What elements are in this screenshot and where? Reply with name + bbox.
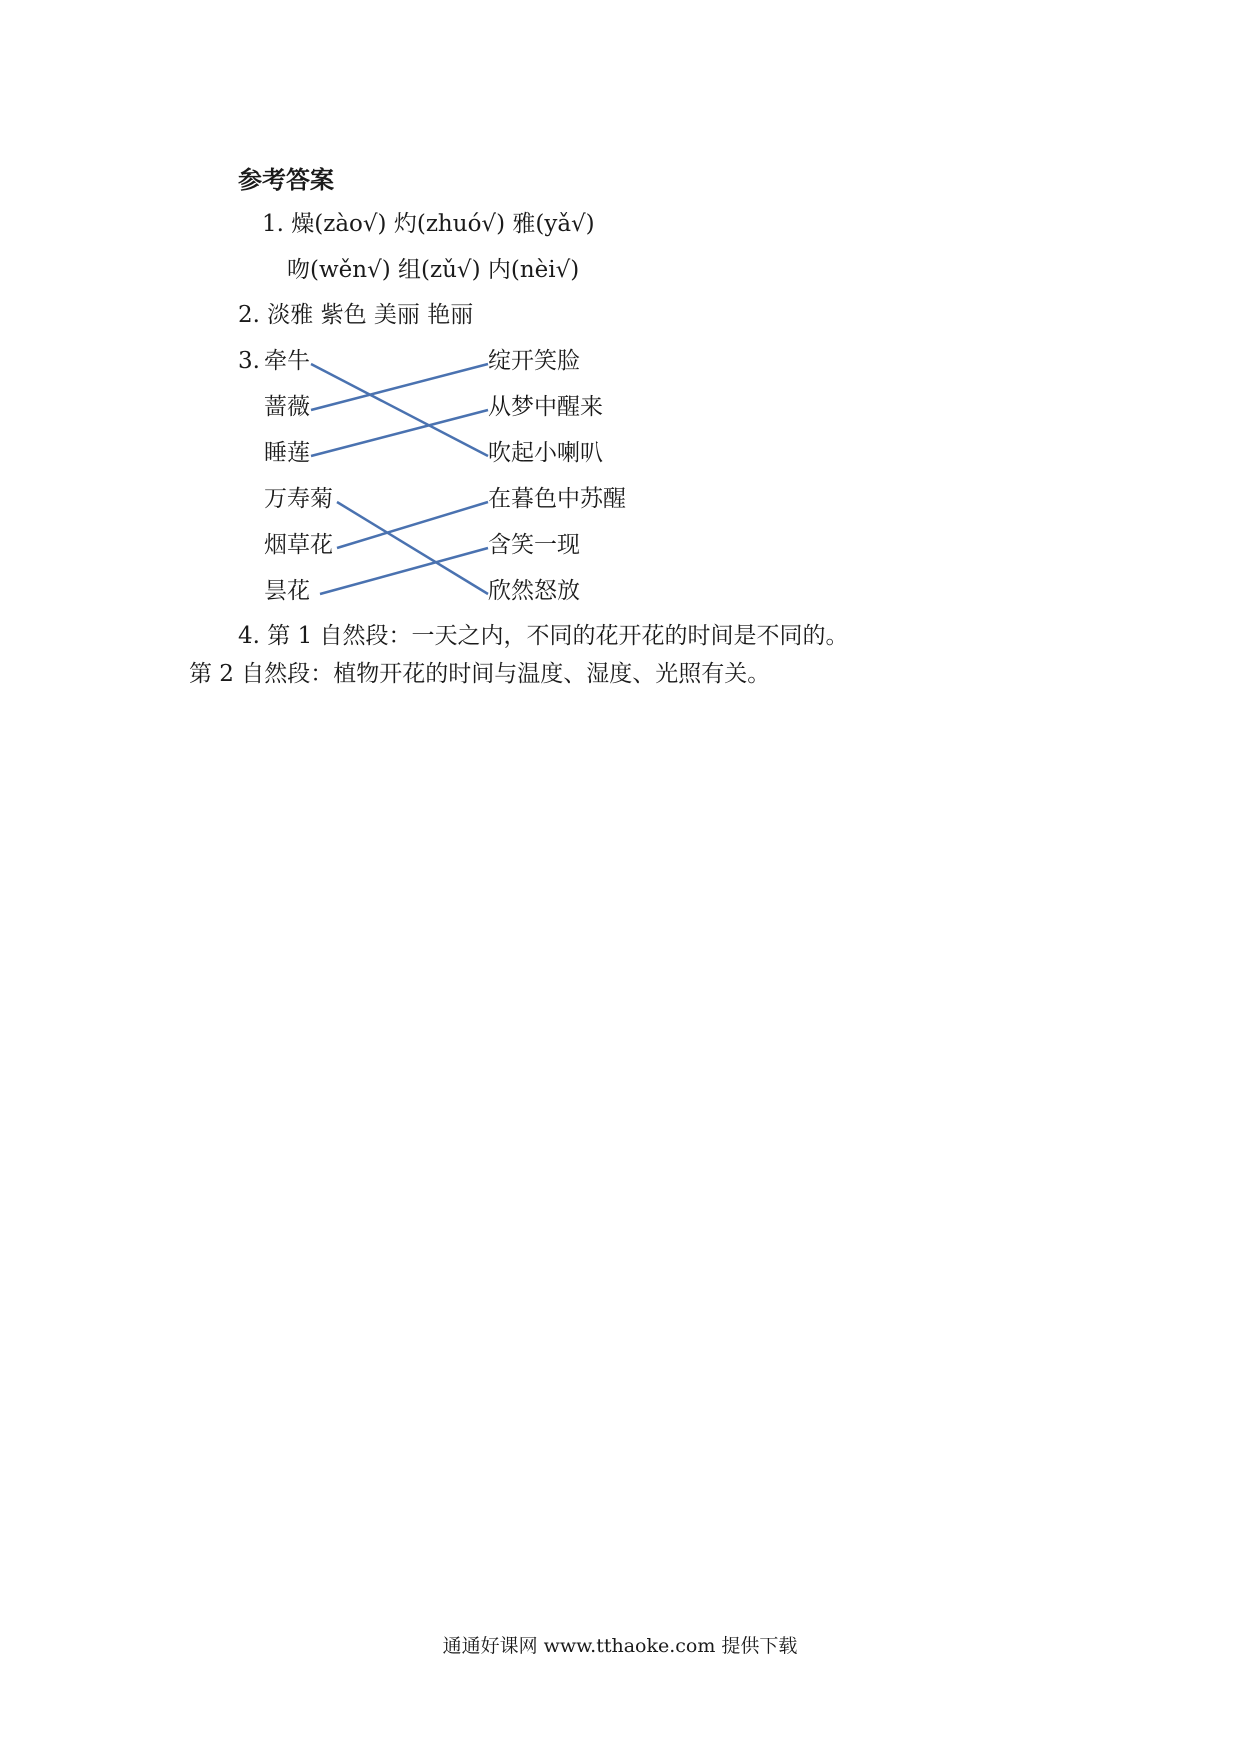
q3-left-item: 蔷薇 <box>264 394 310 420</box>
q3-left-item: 万寿菊 <box>264 486 333 512</box>
q3-right-item: 吹起小喇叭 <box>488 440 603 466</box>
q3-left-item: 烟草花 <box>264 532 333 558</box>
q3-right-item: 从梦中醒来 <box>488 394 603 420</box>
match-line <box>337 502 488 548</box>
q4-line-2: 第 2 自然段：植物开花的时间与温度、湿度、光照有关。 <box>189 661 771 687</box>
q2-answer: 2. 淡雅 紫色 美丽 艳丽 <box>238 302 474 328</box>
q1-line-2: 吻(wěn√) 组(zǔ√) 内(nèi√) <box>287 257 580 283</box>
match-line <box>320 548 488 594</box>
q4-line-1: 4. 第 1 自然段：一天之内，不同的花开花的时间是不同的。 <box>238 623 849 649</box>
q3-left-item: 牵牛 <box>264 348 310 374</box>
q3-right-item: 在暮色中苏醒 <box>488 486 626 512</box>
match-line <box>337 502 488 594</box>
q3-number: 3. <box>238 348 260 374</box>
match-line <box>311 364 488 410</box>
page-footer: 通通好课网 www.tthaoke.com 提供下载 <box>442 1635 798 1657</box>
match-line <box>311 410 488 456</box>
q3-left-item: 昙花 <box>264 578 310 604</box>
q3-right-item: 含笑一现 <box>488 532 580 558</box>
q3-left-item: 睡莲 <box>264 440 310 466</box>
answer-title: 参考答案 <box>238 166 334 194</box>
q1-line-1: 1. 燥(zào√) 灼(zhuó√) 雅(yǎ√) <box>262 211 595 237</box>
match-line <box>311 364 488 456</box>
q3-right-item: 绽开笑脸 <box>488 348 580 374</box>
q3-right-item: 欣然怒放 <box>488 578 580 604</box>
